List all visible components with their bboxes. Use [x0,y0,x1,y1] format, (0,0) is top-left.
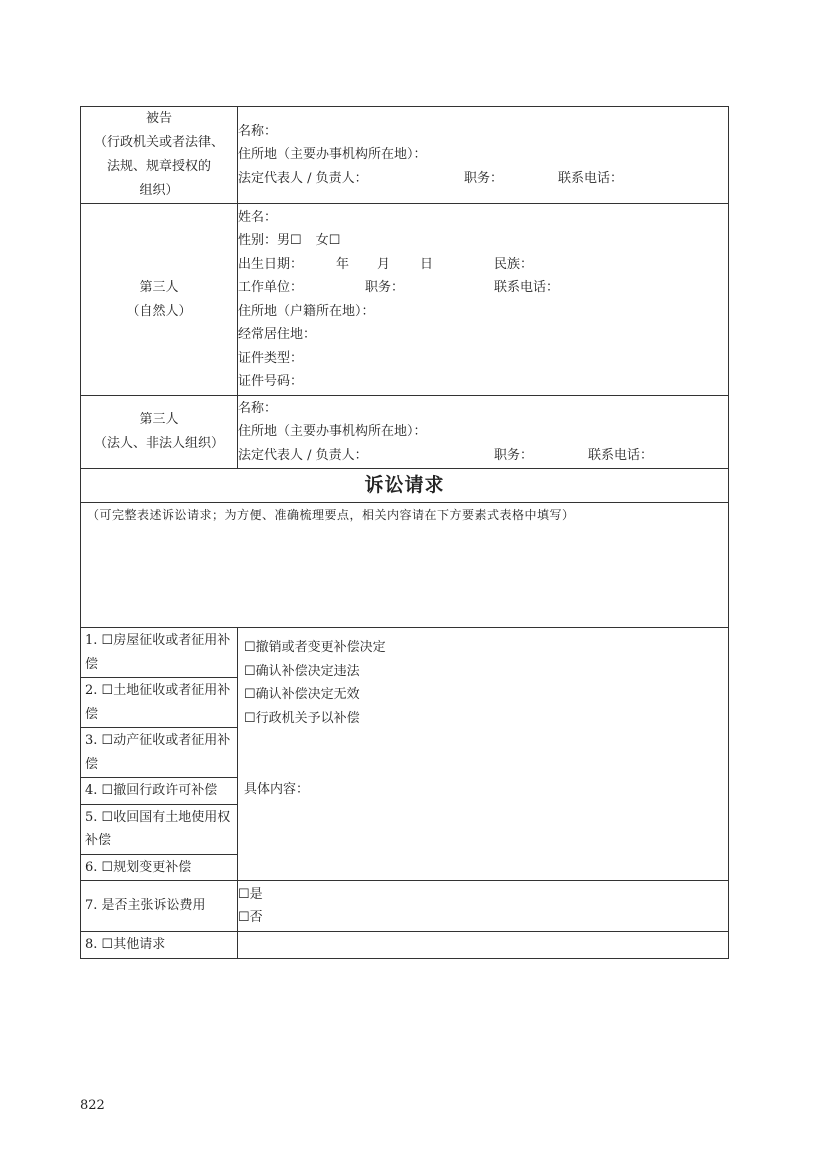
third-party-legal-label-line: 第三人 [139,412,179,427]
female-label: 女 [315,233,329,248]
other-claims-label[interactable]: 8. ☐其他请求 [81,932,238,959]
defendant-name-field[interactable]: 名称： [238,123,278,139]
household-address-field[interactable]: 住所地（户籍所在地）： [238,303,375,319]
fees-no-checkbox[interactable]: ☐否 [238,910,263,925]
other-row [81,932,729,959]
defendant-row [81,107,729,204]
claims-note-row [81,503,729,628]
female-checkbox[interactable]: ☐ [328,233,341,248]
defendant-rep-field[interactable]: 法定代表人 / 负责人： [238,170,368,186]
third-party-legal-label-line: （法人、非法人组织） [93,436,224,451]
option-confirm-illegal[interactable]: ☐确认补偿决定违法 [244,663,360,679]
claim-item-6[interactable]: 6. ☐规划变更补偿 [81,854,238,881]
third-party-legal-label [81,396,238,469]
defendant-label-line: 组织） [139,183,179,198]
birth-date-label[interactable]: 出生日期： [238,256,304,272]
claim-item-5[interactable]: 5. ☐收回国有土地使用权补偿 [81,804,238,854]
complaint-form-table [80,106,729,959]
legal-position-field[interactable]: 职务： [494,447,534,463]
defendant-position-field[interactable]: 职务： [464,170,504,186]
defendant-address-field[interactable]: 住所地（主要办事机构所在地）： [238,147,427,163]
claim-item-row [81,628,729,678]
defendant-phone-field[interactable]: 联系电话： [558,170,624,186]
third-party-legal-row [81,396,729,469]
page-number: 822 [80,1098,105,1113]
third-party-natural-label [81,204,238,396]
gender-line [238,229,728,253]
third-party-phone-field[interactable]: 联系电话： [494,280,560,295]
work-unit-field[interactable]: 工作单位： [238,280,304,295]
third-party-position-field[interactable]: 职务： [365,280,405,295]
third-party-natural-fields [238,204,729,396]
third-party-label-line: （自然人） [126,303,192,319]
defendant-rep-line [238,167,728,191]
claim-item-3[interactable]: 3. ☐动产征收或者征用补偿 [81,728,238,778]
claims-title-row [81,469,729,503]
third-party-natural-row [81,204,729,396]
third-party-label-line: 第三人 [139,279,179,295]
defendant-label-line: （行政机关或者法律、 [93,135,224,150]
claim-item-2[interactable]: 2. ☐土地征收或者征用补偿 [81,678,238,728]
id-type-field[interactable]: 证件类型： [238,350,304,366]
detail-content-field[interactable]: 具体内容： [244,782,310,797]
residence-field[interactable]: 经常居住地： [238,327,317,342]
claim-item-4[interactable]: 4. ☐撤回行政许可补偿 [81,778,238,805]
defendant-label-line: 被告 [145,111,172,126]
legal-name-field[interactable]: 名称： [238,400,278,416]
fees-row [81,881,729,932]
option-confirm-invalid[interactable]: ☐确认补偿决定无效 [244,687,360,702]
other-claims-field[interactable] [238,932,729,959]
claims-note-text: （可完整表述诉讼请求；为方便、准确梳理要点，相关内容请在下方要素式表格中填写） [87,508,575,522]
fees-yes-checkbox[interactable]: ☐是 [238,886,263,902]
claims-section-title: 诉讼请求 [81,469,729,503]
legal-rep-line [238,444,728,468]
option-revoke-change[interactable]: ☐撤销或者变更补偿决定 [244,640,386,655]
defendant-label [81,107,238,204]
gender-label: 性别：男 [238,233,291,248]
work-line [238,276,728,300]
ethnicity-field[interactable]: 民族： [494,256,534,272]
birth-year-label: 年 [336,256,350,272]
third-party-legal-fields [238,396,729,469]
birth-line [238,253,728,277]
birth-day-label: 日 [420,256,434,272]
male-checkbox[interactable]: ☐ [290,233,302,248]
legal-rep-field[interactable]: 法定代表人 / 负责人： [238,447,368,463]
birth-month-label: 月 [377,256,391,272]
legal-phone-field[interactable]: 联系电话： [588,447,654,463]
fees-label: 7. 是否主张诉讼费用 [81,881,238,932]
legal-address-field[interactable]: 住所地（主要办事机构所在地）： [238,424,427,440]
third-party-name-field[interactable]: 姓名： [238,209,278,225]
claim-options-block [238,628,729,881]
defendant-fields [238,107,729,204]
claim-item-1[interactable]: 1. ☐房屋征收或者征用补偿 [81,628,238,678]
id-number-field[interactable]: 证件号码： [238,374,304,389]
fees-options [238,881,729,932]
defendant-label-line: 法规、规章授权的 [106,159,211,174]
option-grant-compensation[interactable]: ☐行政机关予以补偿 [244,710,360,726]
claims-note-textarea[interactable] [81,503,729,628]
